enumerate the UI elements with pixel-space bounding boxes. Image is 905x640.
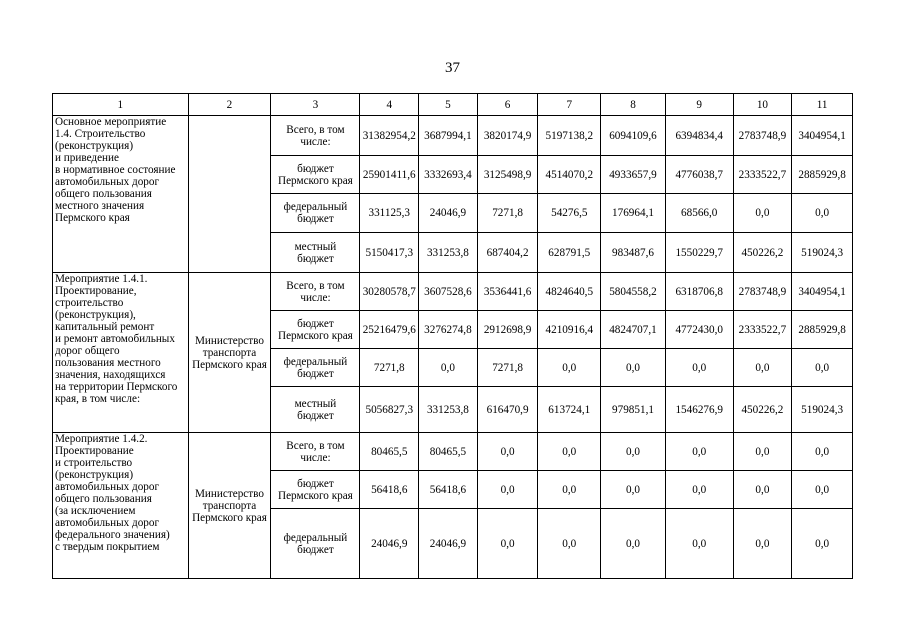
amount-cell: 3125498,9 xyxy=(477,156,538,194)
amount-cell: 0,0 xyxy=(792,194,853,233)
amount-cell: 80465,5 xyxy=(360,433,419,471)
table-row xyxy=(53,273,853,311)
amount-cell: 3536441,6 xyxy=(477,273,538,311)
header-row xyxy=(53,94,853,116)
amount-cell: 4824707,1 xyxy=(601,311,666,349)
amount-cell: 3276274,8 xyxy=(419,311,478,349)
table-row xyxy=(53,433,853,471)
amount-cell: 3687994,1 xyxy=(419,116,478,156)
funding-source-cell xyxy=(271,387,360,433)
amount-cell: 0,0 xyxy=(601,471,666,509)
measure-name-line: 1.4. Строительство xyxy=(55,128,146,140)
executor-line: транспорта xyxy=(202,499,257,512)
funding-source-line: федеральный xyxy=(283,531,348,544)
amount-cell: 6094109,6 xyxy=(601,116,666,156)
amount-cell: 0,0 xyxy=(733,433,792,471)
funding-source-cell xyxy=(271,311,360,349)
amount-cell: 6318706,8 xyxy=(665,273,733,311)
amount-cell: 3404954,1 xyxy=(792,273,853,311)
amount-cell: 24046,9 xyxy=(419,194,478,233)
funding-source-line: Пермского края xyxy=(278,329,353,342)
funding-source-line: числе: xyxy=(300,291,331,304)
measure-name-cell xyxy=(53,433,189,579)
amount-cell: 3820174,9 xyxy=(477,116,538,156)
amount-cell: 1546276,9 xyxy=(665,387,733,433)
measure-name-line: Мероприятие 1.4.2. xyxy=(55,433,148,445)
measure-name-line: края, в том числе: xyxy=(55,393,141,405)
amount-cell: 2333522,7 xyxy=(733,156,792,194)
measure-name-line: Проектирование, xyxy=(55,285,137,297)
amount-cell: 31382954,2 xyxy=(360,116,419,156)
amount-cell: 80465,5 xyxy=(419,433,478,471)
executor-cell xyxy=(188,273,271,433)
amount-cell: 6394834,4 xyxy=(665,116,733,156)
amount-cell: 0,0 xyxy=(601,509,666,579)
amount-cell: 4210916,4 xyxy=(538,311,601,349)
measure-name-cell xyxy=(53,273,189,433)
funding-source-line: числе: xyxy=(300,135,331,148)
amount-cell: 0,0 xyxy=(665,433,733,471)
amount-cell: 0,0 xyxy=(733,471,792,509)
budget-table xyxy=(52,93,853,579)
amount-cell: 176964,1 xyxy=(601,194,666,233)
amount-cell: 4776038,7 xyxy=(665,156,733,194)
header-cell: 2 xyxy=(188,94,271,116)
amount-cell: 56418,6 xyxy=(360,471,419,509)
amount-cell: 25216479,6 xyxy=(360,311,419,349)
measure-name-line: и строительство xyxy=(55,457,133,469)
amount-cell: 331125,3 xyxy=(360,194,419,233)
funding-source-line: бюджет xyxy=(297,477,334,490)
executor-line: Министерство xyxy=(194,487,264,500)
funding-source-line: местный xyxy=(294,397,337,410)
funding-source-cell xyxy=(271,116,360,156)
header-cell: 11 xyxy=(792,94,853,116)
measure-name-line: (реконструкция) xyxy=(55,140,134,152)
page-number: 37 xyxy=(445,60,460,76)
measure-name-line: значения, находящихся xyxy=(55,369,166,381)
amount-cell: 5197138,2 xyxy=(538,116,601,156)
funding-source-line: Всего, в том xyxy=(286,439,345,452)
executor-line: транспорта xyxy=(202,346,257,359)
amount-cell: 4933657,9 xyxy=(601,156,666,194)
funding-source-cell xyxy=(271,156,360,194)
amount-cell: 687404,2 xyxy=(477,233,538,273)
amount-cell: 24046,9 xyxy=(419,509,478,579)
funding-source-line: Пермского края xyxy=(278,489,353,502)
measure-name-line: федерального значения) xyxy=(55,529,170,541)
amount-cell: 5804558,2 xyxy=(601,273,666,311)
measure-name-line: Пермского края xyxy=(55,212,130,224)
measure-name-line: автомобильных дорог xyxy=(55,481,160,493)
funding-source-line: бюджет xyxy=(297,162,334,175)
funding-source-line: бюджет xyxy=(297,252,334,265)
measure-name-line: с твердым покрытием xyxy=(55,541,160,553)
amount-cell: 3332693,4 xyxy=(419,156,478,194)
funding-source-cell xyxy=(271,471,360,509)
funding-source-line: числе: xyxy=(300,451,331,464)
executor-line: Пермского края xyxy=(192,358,267,371)
amount-cell: 2783748,9 xyxy=(733,273,792,311)
amount-cell: 4514070,2 xyxy=(538,156,601,194)
measure-name-line: и приведение xyxy=(55,152,119,164)
header-cell: 9 xyxy=(665,94,733,116)
amount-cell: 2912698,9 xyxy=(477,311,538,349)
measure-name-line: общего пользования xyxy=(55,493,152,505)
funding-source-cell xyxy=(271,349,360,387)
amount-cell: 1550229,7 xyxy=(665,233,733,273)
amount-cell: 0,0 xyxy=(792,471,853,509)
amount-cell: 0,0 xyxy=(538,349,601,387)
amount-cell: 5150417,3 xyxy=(360,233,419,273)
amount-cell: 0,0 xyxy=(538,433,601,471)
amount-cell: 0,0 xyxy=(792,349,853,387)
funding-source-cell xyxy=(271,273,360,311)
header-cell: 10 xyxy=(733,94,792,116)
measure-name-line: (реконструкция) xyxy=(55,469,134,481)
amount-cell: 2783748,9 xyxy=(733,116,792,156)
funding-source-cell xyxy=(271,433,360,471)
amount-cell: 4824640,5 xyxy=(538,273,601,311)
amount-cell: 0,0 xyxy=(665,471,733,509)
amount-cell: 30280578,7 xyxy=(360,273,419,311)
executor-line: Пермского края xyxy=(192,511,267,524)
measure-name-line: Проектирование xyxy=(55,445,134,457)
funding-source-line: Пермского края xyxy=(278,174,353,187)
amount-cell: 2885929,8 xyxy=(792,156,853,194)
amount-cell: 5056827,3 xyxy=(360,387,419,433)
measure-name-line: местного значения xyxy=(55,200,145,212)
amount-cell: 56418,6 xyxy=(419,471,478,509)
funding-source-cell xyxy=(271,194,360,233)
amount-cell: 450226,2 xyxy=(733,387,792,433)
measure-name-line: Мероприятие 1.4.1. xyxy=(55,273,148,285)
amount-cell: 616470,9 xyxy=(477,387,538,433)
measure-name-line: капитальный ремонт xyxy=(55,321,155,333)
amount-cell: 331253,8 xyxy=(419,387,478,433)
header-cell: 1 xyxy=(53,94,189,116)
executor-cell xyxy=(188,433,271,579)
funding-source-line: бюджет xyxy=(297,213,334,225)
funding-source-line: Всего, в том xyxy=(286,279,345,292)
amount-cell: 25901411,6 xyxy=(360,156,419,194)
measure-name-line: дорог общего xyxy=(55,345,120,357)
amount-cell: 519024,3 xyxy=(792,387,853,433)
amount-cell: 0,0 xyxy=(477,433,538,471)
amount-cell: 0,0 xyxy=(733,194,792,233)
amount-cell: 4772430,0 xyxy=(665,311,733,349)
amount-cell: 0,0 xyxy=(792,433,853,471)
amount-cell: 0,0 xyxy=(733,349,792,387)
amount-cell: 0,0 xyxy=(601,349,666,387)
amount-cell: 979851,1 xyxy=(601,387,666,433)
funding-source-line: Всего, в том xyxy=(286,123,345,136)
amount-cell: 0,0 xyxy=(665,349,733,387)
funding-source-line: бюджет xyxy=(297,317,334,330)
measure-name-line: на территории Пермского xyxy=(55,381,178,393)
measure-name-line: автомобильных дорог xyxy=(55,517,160,529)
amount-cell: 0,0 xyxy=(419,349,478,387)
measure-name-line: общего пользования xyxy=(55,188,152,200)
header-cell: 5 xyxy=(419,94,478,116)
executor-line: Министерство xyxy=(194,334,264,347)
measure-name-line: в нормативное состояние xyxy=(55,164,176,176)
amount-cell: 3404954,1 xyxy=(792,116,853,156)
measure-name-line: и ремонт автомобильных xyxy=(55,333,175,345)
amount-cell: 7271,8 xyxy=(477,349,538,387)
funding-source-cell xyxy=(271,233,360,273)
funding-source-cell xyxy=(271,509,360,579)
funding-source-line: бюджет xyxy=(297,543,334,556)
funding-source-line: федеральный xyxy=(283,355,348,368)
header-cell: 7 xyxy=(538,94,601,116)
amount-cell: 0,0 xyxy=(538,509,601,579)
amount-cell: 7271,8 xyxy=(360,349,419,387)
amount-cell: 331253,8 xyxy=(419,233,478,273)
funding-source-line: бюджет xyxy=(297,367,334,380)
amount-cell: 0,0 xyxy=(601,433,666,471)
amount-cell: 3607528,6 xyxy=(419,273,478,311)
header-cell: 6 xyxy=(477,94,538,116)
table-body xyxy=(53,116,853,579)
table-row xyxy=(53,116,853,156)
header-cell: 4 xyxy=(360,94,419,116)
amount-cell: 0,0 xyxy=(538,471,601,509)
amount-cell: 2885929,8 xyxy=(792,311,853,349)
amount-cell: 628791,5 xyxy=(538,233,601,273)
header-cell: 3 xyxy=(271,94,360,116)
funding-source-line: местный xyxy=(294,240,337,253)
measure-name-line: строительство xyxy=(55,297,124,309)
amount-cell: 0,0 xyxy=(792,509,853,579)
measure-name-line: (за исключением xyxy=(55,505,136,517)
measure-name-cell xyxy=(53,116,189,273)
measure-name-line: (реконструкция), xyxy=(55,309,136,321)
amount-cell: 0,0 xyxy=(665,509,733,579)
amount-cell: 0,0 xyxy=(477,509,538,579)
measure-name-line: автомобильных дорог xyxy=(55,176,160,188)
amount-cell: 68566,0 xyxy=(665,194,733,233)
amount-cell: 0,0 xyxy=(477,471,538,509)
amount-cell: 613724,1 xyxy=(538,387,601,433)
amount-cell: 0,0 xyxy=(733,509,792,579)
amount-cell: 2333522,7 xyxy=(733,311,792,349)
executor-cell xyxy=(188,116,271,273)
amount-cell: 519024,3 xyxy=(792,233,853,273)
amount-cell: 24046,9 xyxy=(360,509,419,579)
measure-name-line: Основное мероприятие xyxy=(55,116,167,128)
funding-source-line: бюджет xyxy=(297,409,334,422)
amount-cell: 983487,6 xyxy=(601,233,666,273)
amount-cell: 54276,5 xyxy=(538,194,601,233)
amount-cell: 7271,8 xyxy=(477,194,538,233)
amount-cell: 450226,2 xyxy=(733,233,792,273)
measure-name-line: пользования местного xyxy=(55,357,161,369)
header-cell: 8 xyxy=(601,94,666,116)
funding-source-line: федеральный xyxy=(283,201,348,213)
